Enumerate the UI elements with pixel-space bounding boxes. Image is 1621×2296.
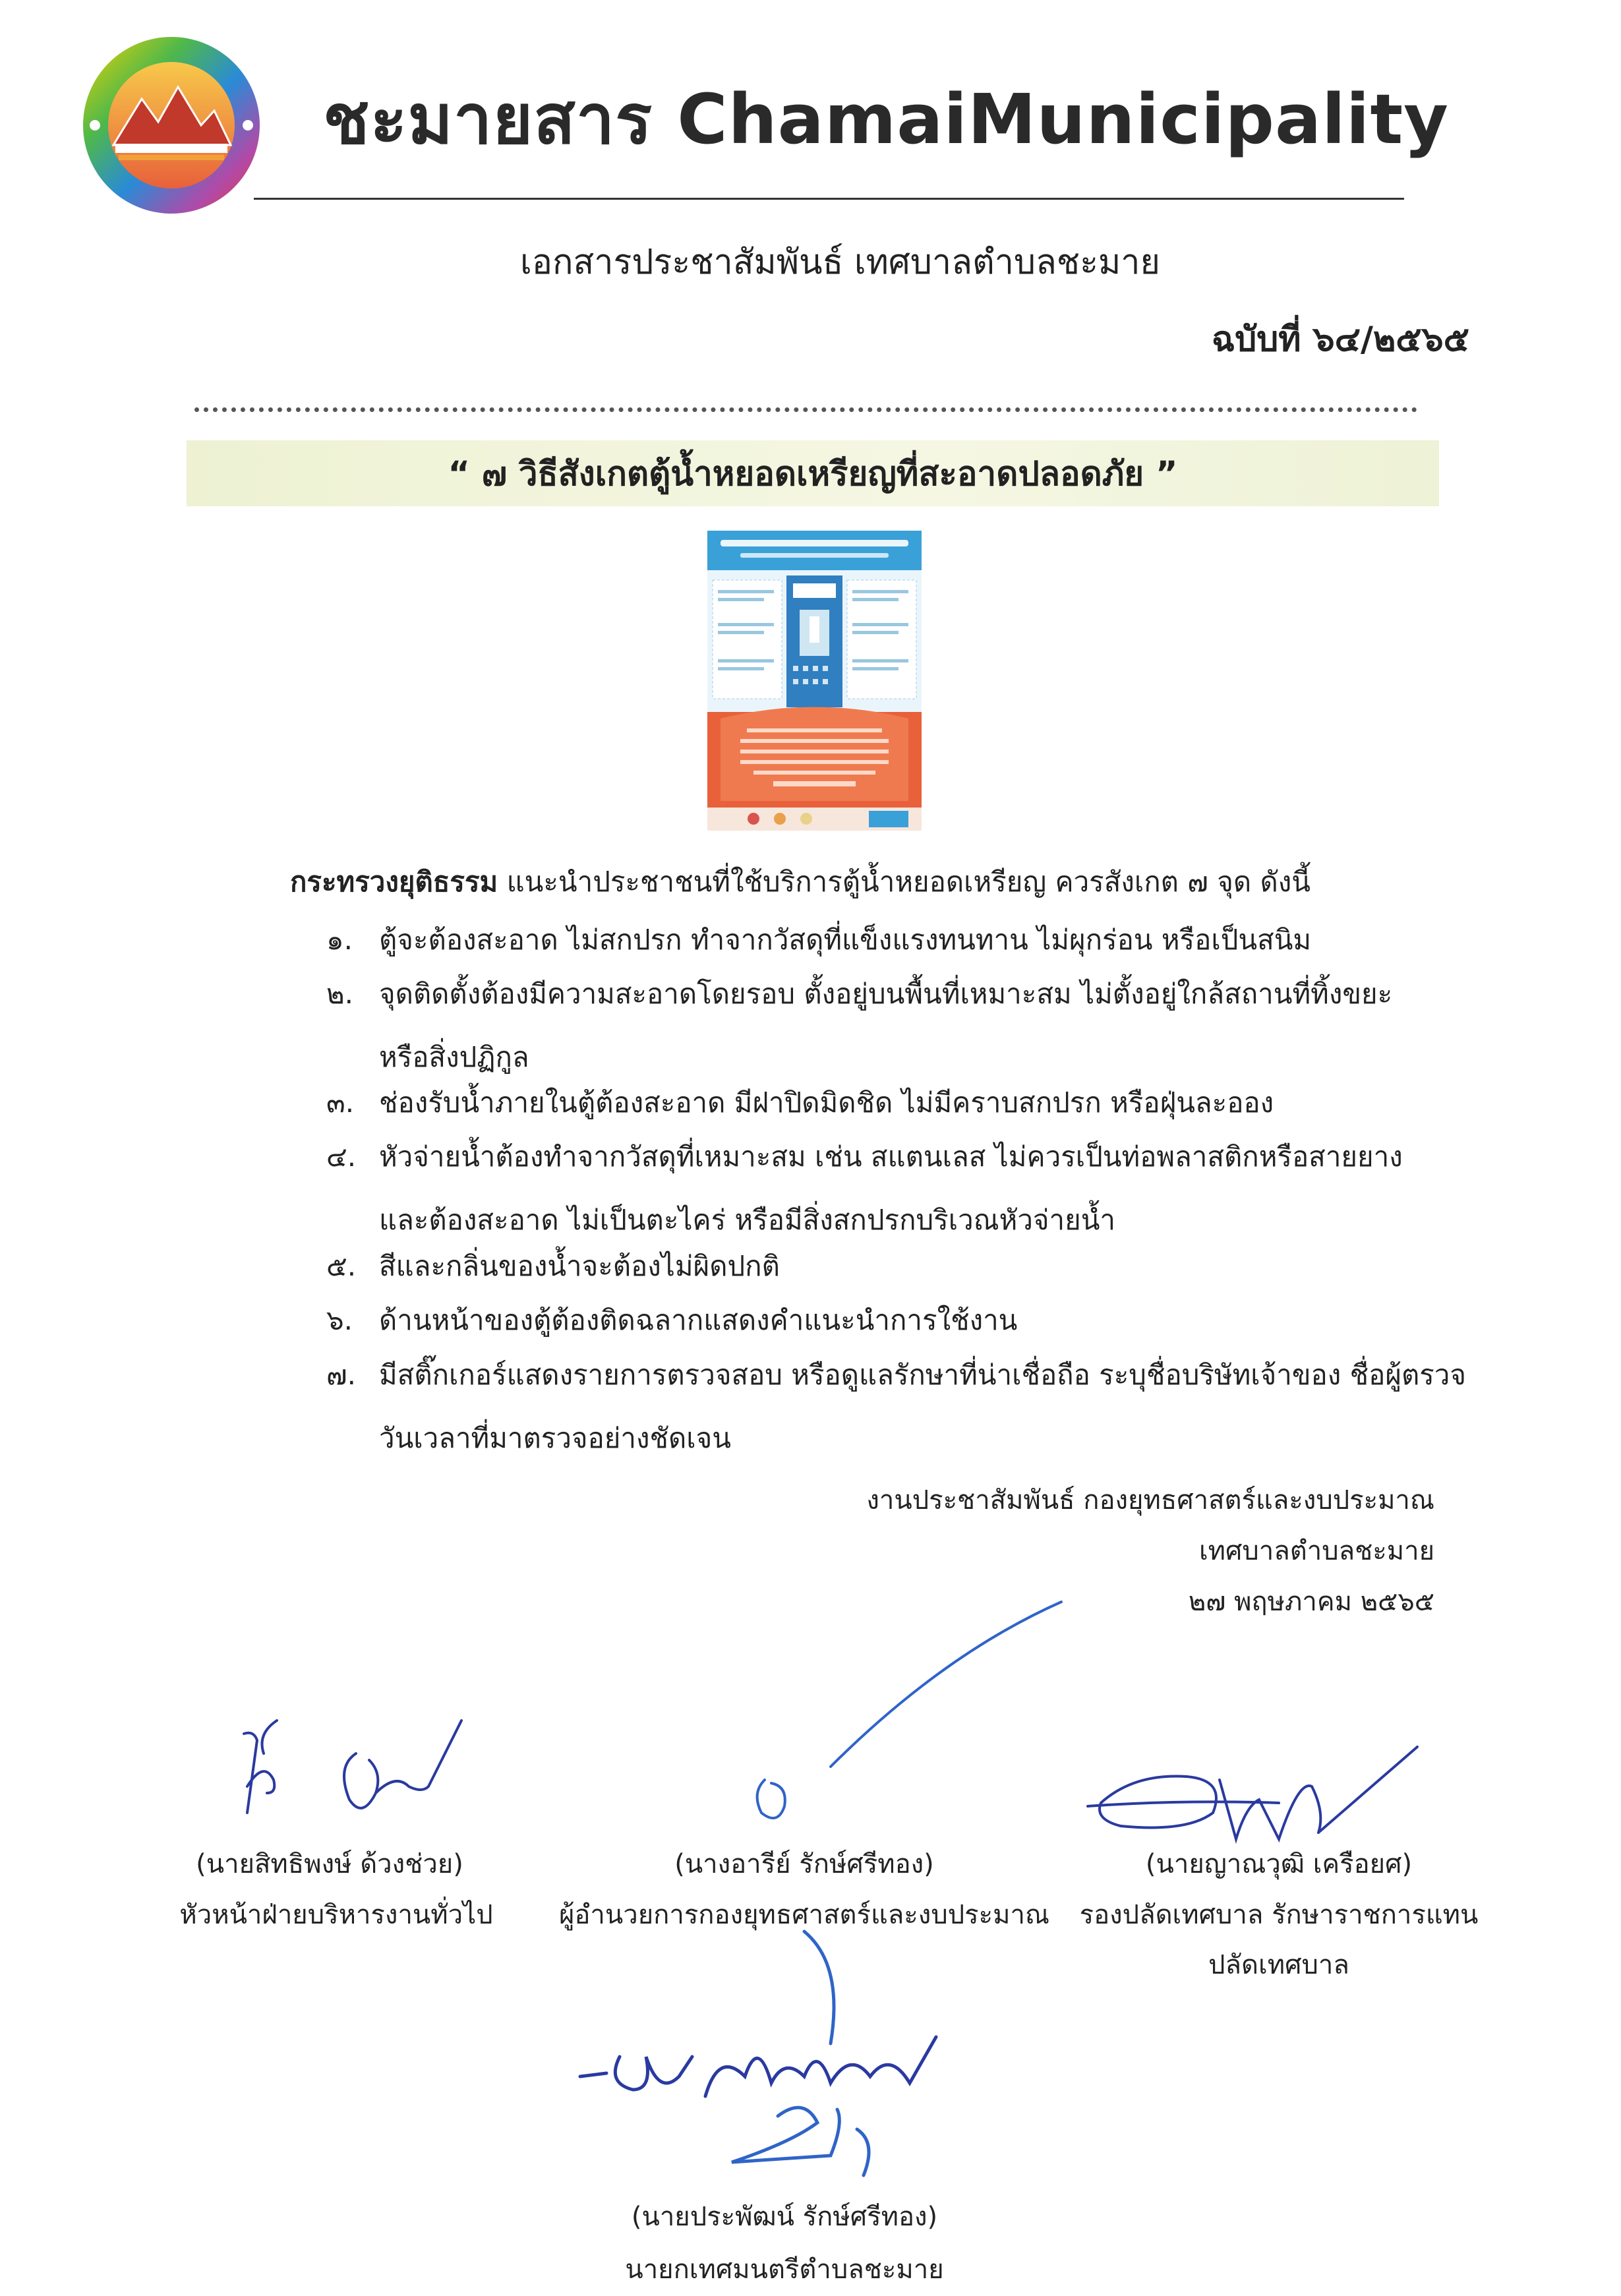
signatory-a-name: (นายสิทธิพงษ์ ด้วงช่วย): [196, 1849, 463, 1879]
item-text: ด้านหน้าของตู้ต้องติดฉลากแสดงคำแนะนำการใช้งาน: [379, 1304, 1018, 1336]
item-number: ๕.: [326, 1250, 357, 1282]
item-number: ๖.: [326, 1304, 353, 1336]
list-item: [326, 918, 1311, 962]
signatory-c-position: รองปลัดเทศบาล รักษาราชการแทน: [1079, 1900, 1479, 1930]
item-text-continued: วันเวลาที่มาตรวจอย่างชัดเจน: [379, 1422, 731, 1454]
intro-text: แนะนำประชาชนที่ใช้บริการตู้น้ำหยอดเหรียญ ควรสังเกต ๗ จุด ดังนี้: [498, 866, 1311, 898]
sender-organization: เทศบาลตำบลชะมาย: [1198, 1536, 1434, 1566]
item-text: สีและกลิ่นของน้ำจะต้องไม่ผิดปกติ: [379, 1250, 780, 1282]
list-item: [326, 1245, 780, 1288]
item-number: ๒.: [326, 978, 354, 1010]
signatory-d-position: นายกเทศมนตรีตำบลชะมาย: [625, 2254, 944, 2285]
list-item: [326, 1299, 1017, 1342]
list-item: [326, 972, 1392, 1079]
signatory-c-name: (นายญาณวุฒิ เครือยศ): [1145, 1849, 1413, 1879]
item-text-continued: หรือสิ่งปฏิกูล: [379, 1041, 529, 1073]
item-number: ๔.: [326, 1140, 357, 1173]
list-item: [326, 1353, 1466, 1460]
infographic-image: [707, 531, 922, 831]
item-text: ตู้จะต้องสะอาด ไม่สกปรก ทำจากวัสดุที่แข็งแรงทนทาน ไม่ผุกร่อน หรือเป็นสนิม: [379, 924, 1312, 956]
signature-b: [725, 1595, 1068, 1826]
newsletter-title: ชะมายสาร ChamaiMunicipality: [323, 79, 1449, 160]
topic-banner: [187, 440, 1439, 506]
signatory-d-name: (นายประพัฒน์ รักษ์ศรีทอง): [631, 2202, 938, 2232]
item-number: ๗.: [326, 1359, 356, 1391]
sender-date: ๒๗ พฤษภาคม ๒๕๖๕: [1188, 1587, 1434, 1617]
dotted-divider: [194, 407, 1417, 412]
item-text-continued: และต้องสะอาด ไม่เป็นตะไคร่ หรือมีสิ่งสกปรกบริเวณหัวจ่ายน้ำ: [379, 1204, 1115, 1236]
item-text: ช่องรับน้ำภายในตู้ต้องสะอาด มีฝาปิดมิดชิด ไม่มีคราบสกปรก หรือฝุ่นละออง: [379, 1086, 1274, 1119]
signature-a: [218, 1694, 481, 1826]
signature-d: [567, 1925, 1015, 2208]
item-number: ๓.: [326, 1086, 355, 1119]
issue-number: ฉบับที่ ๖๔/๒๕๖๕: [1211, 320, 1469, 359]
list-item: [326, 1081, 1274, 1125]
item-text: มีสติ๊กเกอร์แสดงรายการตรวจสอบ หรือดูแลรักษาที่น่าเชื่อถือ ระบุชื่อบริษัทเจ้าของ ชื่อผู้ตรวจ: [379, 1359, 1466, 1391]
item-text: หัวจ่ายน้ำต้องทำจากวัสดุที่เหมาะสม เช่น สแตนเลส ไม่ควรเป็นท่อพลาสติกหรือสายยาง: [379, 1140, 1403, 1173]
signatory-a-position: หัวหน้าฝ่ายบริหารงานทั่วไป: [179, 1900, 493, 1930]
list-item: [326, 1135, 1403, 1242]
signatory-b-name: (นางอารีย์ รักษ์ศรีทอง): [674, 1849, 934, 1879]
intro-paragraph: [290, 860, 1311, 904]
signatory-b-position: ผู้อำนวยการกองยุทธศาสตร์และงบประมาณ: [558, 1900, 1050, 1930]
document-type: เอกสารประชาสัมพันธ์ เทศบาลตำบลชะมาย: [520, 243, 1160, 282]
signatory-c-position-line2: ปลัดเทศบาล: [1208, 1950, 1349, 1980]
item-number: ๑.: [326, 924, 353, 956]
municipality-logo: [79, 33, 264, 218]
signature-c: [1081, 1740, 1437, 1852]
sender-department: งานประชาสัมพันธ์ กองยุทธศาสตร์และงบประมาณ: [866, 1485, 1434, 1516]
topic-title: “ ๗ วิธีสังเกตตู้น้ำหยอดเหรียญที่สะอาดปลอดภัย ”: [448, 454, 1178, 494]
header-divider: [254, 198, 1404, 200]
item-text: จุดติดตั้งต้องมีความสะอาดโดยรอบ ตั้งอยู่บนพื้นที่เหมาะสม ไม่ตั้งอยู่ใกล้สถานที่ทิ้งขยะ: [379, 978, 1393, 1010]
intro-ministry: กระทรวงยุติธรรม: [290, 866, 498, 898]
